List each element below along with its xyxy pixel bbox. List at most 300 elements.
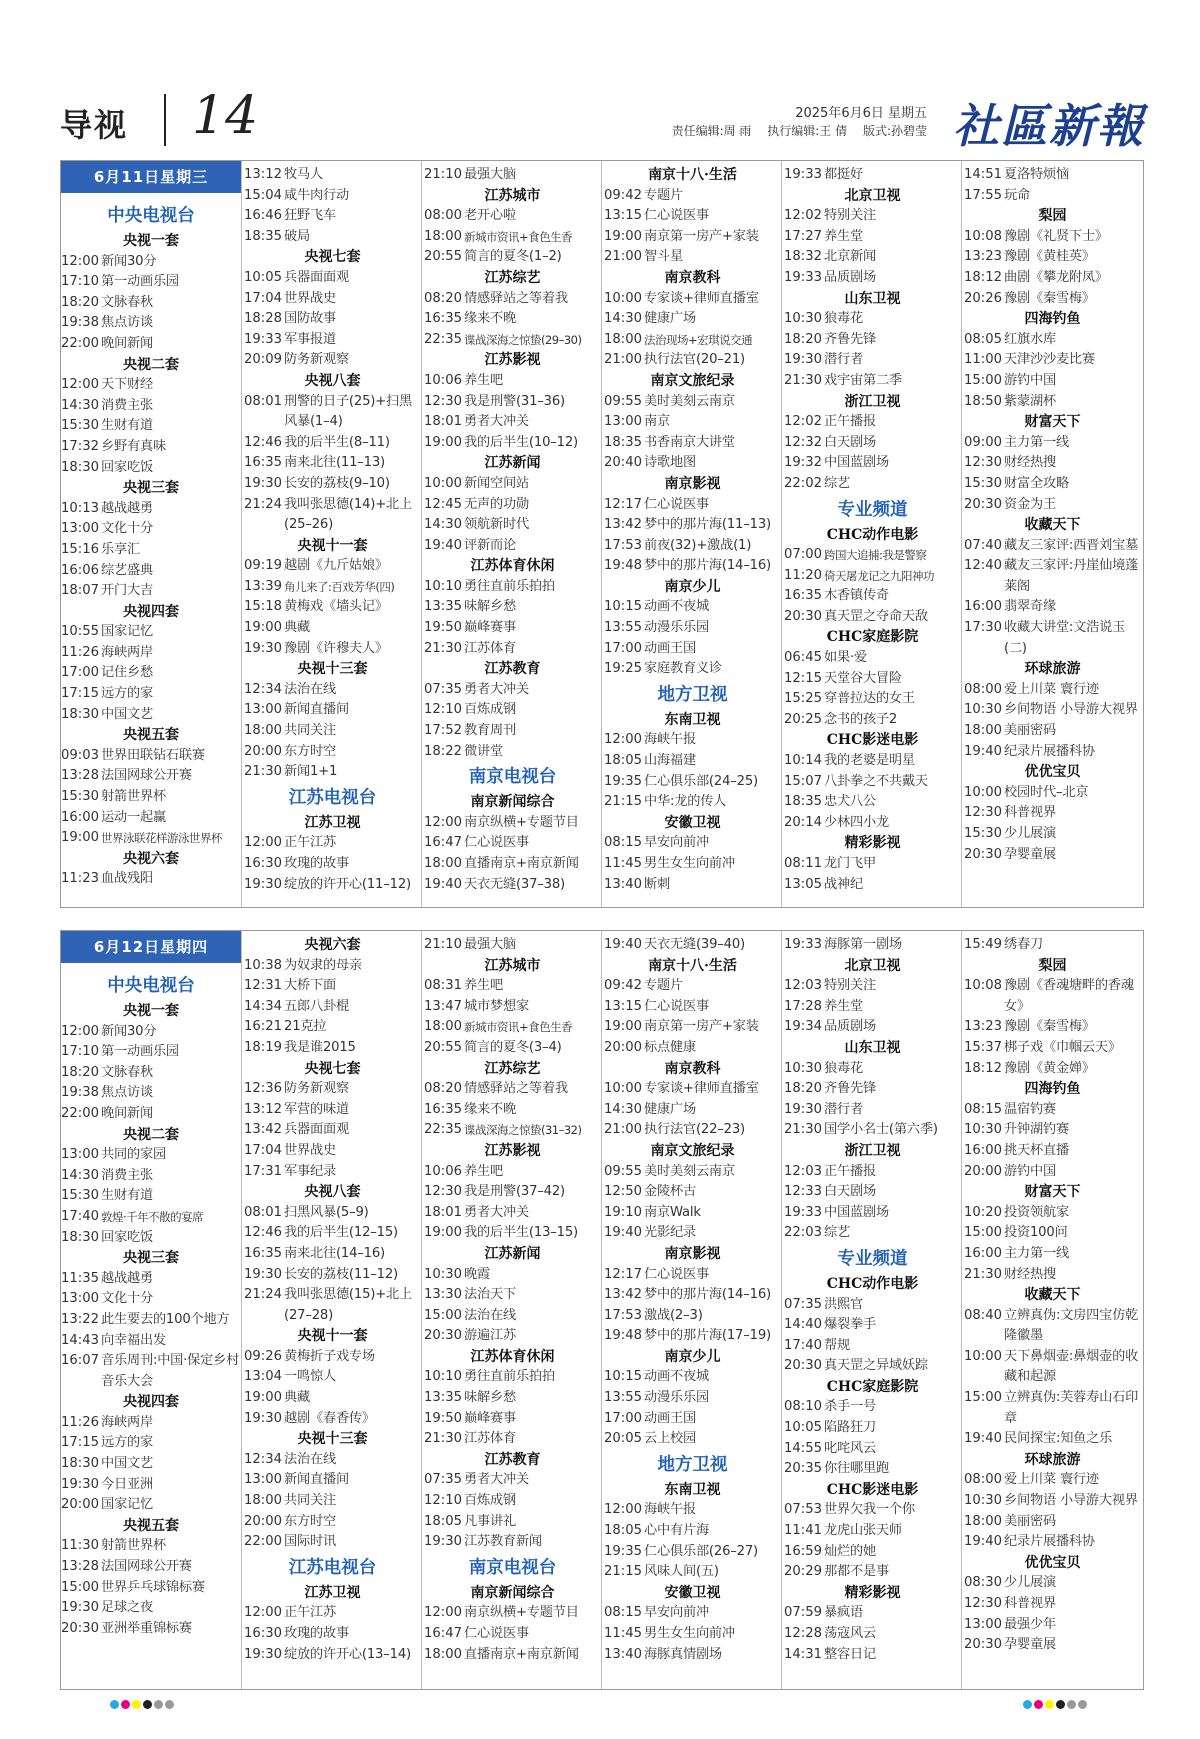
program-title: 那都不是事 — [824, 1564, 889, 1580]
program-time: 20:09 — [244, 352, 283, 368]
program-title: 天衣无缝(37–38) — [464, 876, 565, 892]
program-row — [424, 1491, 601, 1512]
program-time: 16:46 — [244, 208, 283, 224]
program-row — [244, 1367, 421, 1388]
program-title: 海豚第一剧场 — [824, 937, 902, 952]
program-row — [244, 495, 421, 536]
program-row — [784, 1645, 961, 1666]
program-row — [244, 1491, 421, 1512]
program-row — [424, 1512, 601, 1533]
program-time: 20:25 — [784, 711, 823, 727]
program-row — [424, 1429, 601, 1450]
channel-heading: CHC家庭影院 — [826, 629, 919, 646]
program-row — [424, 1162, 601, 1183]
program-time: 21:30 — [424, 1431, 463, 1447]
program-time: 09:26 — [244, 1348, 283, 1364]
program-title: 谍战深海之惊蛰(31–32) — [464, 1123, 582, 1138]
program-title: 南京纵横+专题节目 — [464, 814, 579, 830]
program-time: 11:41 — [784, 1523, 823, 1539]
program-row — [424, 515, 601, 536]
program-row — [964, 803, 1141, 824]
program-row — [244, 309, 421, 330]
program-time: 20:00 — [244, 1513, 283, 1529]
channel-heading: 南京十八·生活 — [648, 167, 737, 183]
schedule-column — [601, 931, 781, 1689]
program-time: 16:00 — [964, 1142, 1003, 1158]
schedule-column — [421, 161, 601, 907]
schedule-column — [781, 161, 961, 907]
program-row — [424, 165, 601, 186]
program-time: 21:30 — [964, 1266, 1003, 1282]
program-title: 专题片 — [644, 187, 683, 203]
program-row — [604, 515, 781, 536]
program-title: 男生女生向前冲 — [644, 856, 735, 871]
program-title: 东方时空 — [284, 1513, 336, 1529]
channel-heading: 央视一套 — [123, 1003, 179, 1019]
program-title: 领航新时代 — [464, 517, 529, 533]
program-title: 养生堂 — [824, 998, 863, 1014]
program-time: 13:35 — [424, 1390, 463, 1406]
program-title: 梦中的那片海(17–19) — [644, 1328, 771, 1344]
program-time: 08:10 — [784, 1399, 823, 1415]
program-time: 12:00 — [244, 835, 283, 851]
program-title: 执行法官(20–21) — [644, 352, 745, 368]
program-title: 越战越勇 — [101, 1270, 153, 1286]
program-row — [424, 639, 601, 660]
channel-heading: 东南卫视 — [664, 1481, 721, 1498]
program-row — [61, 1475, 241, 1496]
channel-heading: 梨园 — [1038, 208, 1067, 225]
program-time: 18:00 — [424, 1646, 463, 1662]
program-time: 15:07 — [784, 773, 823, 789]
program-title: 执行法官(22–23) — [644, 1122, 745, 1138]
program-row — [604, 1162, 781, 1183]
program-row — [784, 976, 961, 997]
channel-heading: 央视四套 — [123, 603, 179, 620]
program-time: 16:00 — [964, 1245, 1003, 1261]
program-title: 财富全攻略 — [1004, 475, 1069, 491]
program-time: 11:23 — [61, 871, 100, 887]
program-row — [424, 618, 601, 639]
program-row — [964, 1203, 1141, 1224]
program-time: 13:55 — [604, 1390, 643, 1406]
program-row — [424, 976, 601, 997]
register-dot — [1023, 1700, 1032, 1709]
program-title: 潜行者 — [824, 1101, 863, 1117]
program-time: 12:36 — [244, 1081, 283, 1097]
program-row — [244, 997, 421, 1018]
program-title: 仁心说医事 — [644, 496, 709, 512]
program-time: 09:55 — [604, 1163, 643, 1179]
program-title: 仁心说医事 — [644, 998, 709, 1014]
program-title: 刑警的日子(25)+扫黑风暴(1–4) — [284, 393, 413, 430]
program-time: 19:00 — [604, 228, 643, 244]
program-time: 17:27 — [784, 228, 823, 244]
program-row — [964, 1491, 1141, 1512]
program-time: 12:30 — [964, 1596, 1003, 1611]
program-title: 共同关注 — [284, 723, 336, 739]
program-title: 玩命 — [1004, 187, 1030, 203]
program-title: 动画王国 — [644, 1410, 696, 1426]
program-row — [604, 1285, 781, 1306]
program-time: 19:33 — [784, 167, 823, 182]
program-title: 孕婴童展 — [1004, 846, 1056, 862]
program-row — [61, 396, 241, 417]
program-row — [604, 1542, 781, 1563]
program-title: 藏友三家评:丹崖仙境蓬莱阁 — [1004, 558, 1139, 594]
program-time: 17:00 — [604, 1410, 643, 1426]
program-time: 19:40 — [424, 537, 463, 553]
channel-heading: 财富天下 — [1024, 1184, 1081, 1201]
program-row — [964, 1512, 1141, 1533]
program-title: 回家吃饭 — [101, 1229, 153, 1245]
network-heading: 江苏电视台 — [288, 787, 377, 808]
program-row — [244, 268, 421, 289]
program-title: 海峡午报 — [644, 732, 696, 748]
program-time: 08:00 — [424, 208, 463, 224]
program-title: 晚间新闻 — [101, 335, 153, 351]
program-title: 味解乡愁 — [464, 599, 516, 615]
program-row — [424, 1100, 601, 1121]
program-title: 跨国大追捕:我是警察 — [824, 548, 927, 563]
program-title: 今日亚洲 — [101, 1476, 153, 1492]
program-title: 记住乡愁 — [101, 665, 153, 681]
program-title: 世界战史 — [284, 290, 336, 306]
program-time: 16:35 — [244, 455, 283, 471]
channel-heading: 环球旅游 — [1024, 661, 1081, 678]
channel-heading: CHC影迷电影 — [826, 732, 919, 749]
register-dot — [143, 1700, 152, 1709]
channel-heading: 东南卫视 — [664, 711, 721, 728]
program-title: 文脉春秋 — [101, 1064, 153, 1080]
program-title: 缘来不晚 — [464, 1101, 516, 1117]
program-row — [244, 597, 421, 618]
channel-heading: 精彩影视 — [844, 835, 901, 852]
program-time: 10:15 — [604, 1369, 643, 1385]
program-time: 10:38 — [244, 957, 283, 973]
program-row — [424, 1203, 601, 1224]
program-row — [424, 289, 601, 310]
program-title: 游遍江苏 — [464, 1328, 516, 1344]
program-time: 15:30 — [964, 826, 1003, 841]
program-row — [604, 1100, 781, 1121]
program-title: 世界欠我一个你 — [824, 1502, 915, 1518]
program-row — [424, 495, 601, 516]
program-title: 绽放的许开心(11–12) — [284, 876, 411, 892]
program-row — [244, 474, 421, 495]
program-time: 19:25 — [604, 661, 643, 677]
program-row — [784, 1603, 961, 1624]
program-time: 16:59 — [784, 1543, 823, 1559]
program-title: 焦点访谈 — [101, 315, 153, 331]
program-row — [424, 1038, 601, 1059]
program-time: 19:38 — [61, 1085, 100, 1101]
register-dot — [154, 1700, 163, 1709]
program-title: 世界战史 — [284, 1142, 336, 1158]
program-row — [424, 412, 601, 433]
program-time: 19:50 — [424, 1410, 463, 1426]
program-time: 19:33 — [784, 269, 823, 285]
program-title: 戏宇宙第二季 — [824, 372, 902, 388]
program-title: 缘来不晚 — [464, 311, 516, 327]
program-row — [61, 1104, 241, 1125]
program-time: 19:40 — [964, 1431, 1003, 1447]
program-row — [424, 1603, 601, 1624]
program-row — [784, 165, 961, 186]
program-time: 19:35 — [604, 1543, 643, 1559]
register-dot — [132, 1700, 141, 1709]
program-title: 中国文艺 — [101, 706, 153, 722]
program-row — [244, 1100, 421, 1121]
program-time: 17:32 — [61, 438, 100, 454]
program-title: 财经热搜 — [1004, 455, 1056, 471]
register-dot — [1056, 1700, 1065, 1709]
program-row — [784, 227, 961, 248]
channel-heading: 收藏天下 — [1024, 517, 1081, 534]
program-row — [784, 1295, 961, 1316]
program-row — [964, 1059, 1141, 1080]
program-row — [964, 1594, 1141, 1615]
program-title: 法国网球公开赛 — [101, 1559, 192, 1575]
program-row — [244, 1141, 421, 1162]
program-time: 15:00 — [424, 1307, 463, 1323]
program-row — [784, 997, 961, 1018]
program-row — [784, 453, 961, 474]
program-title: 此生要去的100个地方 — [101, 1311, 230, 1327]
program-title: 越剧《春香传》 — [284, 1410, 375, 1426]
program-title: 防务新观察 — [284, 352, 349, 368]
program-time: 18:12 — [964, 269, 1003, 285]
program-time: 12:03 — [784, 1163, 823, 1179]
program-row — [244, 700, 421, 721]
program-row — [61, 1433, 241, 1454]
program-title: 梦中的那片海(14–16) — [644, 1287, 771, 1303]
program-row — [244, 1244, 421, 1265]
program-row — [784, 875, 961, 896]
program-row — [61, 458, 241, 479]
program-time: 13:40 — [604, 876, 643, 892]
program-time: 20:30 — [784, 608, 823, 624]
program-title: 暴疯语 — [824, 1605, 863, 1621]
program-title: 特别关注 — [824, 978, 876, 994]
program-title: 我的老婆是明星 — [824, 753, 915, 769]
program-row — [784, 206, 961, 227]
program-time: 12:17 — [604, 1266, 643, 1282]
program-title: 挑天杯直播 — [1004, 1142, 1069, 1158]
program-time: 11:30 — [61, 1538, 100, 1554]
program-time: 13:28 — [61, 768, 100, 784]
program-row — [604, 1645, 781, 1666]
program-row — [61, 705, 241, 726]
program-time: 09:42 — [604, 978, 643, 994]
program-row — [61, 334, 241, 355]
channel-heading: 央视十一套 — [297, 537, 368, 554]
day-schedule-block — [60, 160, 1144, 908]
program-title: 天下鼻烟壶:鼻烟壶的收藏和起源 — [1004, 1348, 1139, 1385]
program-row — [964, 433, 1141, 454]
program-time: 19:40 — [604, 1225, 643, 1241]
program-time: 13:22 — [61, 1311, 100, 1327]
program-time: 19:30 — [424, 1534, 463, 1550]
program-row — [61, 313, 241, 334]
program-title: 曲剧《攀龙附凤》 — [1004, 269, 1108, 285]
program-time: 19:48 — [604, 558, 643, 574]
channel-heading: 四海钓鱼 — [1024, 311, 1081, 328]
program-title: 越战越勇 — [101, 500, 153, 516]
program-title: 游钓中国 — [1004, 372, 1056, 388]
program-title: 越剧《九斤姑娘》 — [284, 558, 388, 574]
program-time: 16:35 — [424, 1101, 463, 1117]
program-row — [604, 1562, 781, 1583]
program-title: 国学小名士(第六季) — [824, 1122, 938, 1138]
program-title: 晚间新闻 — [101, 1105, 153, 1121]
program-title: 新闻30分 — [101, 253, 157, 269]
program-title: 中国文艺 — [101, 1456, 153, 1472]
program-row — [604, 1120, 781, 1141]
channel-heading: 南京教科 — [664, 269, 721, 286]
program-row — [784, 1203, 961, 1224]
program-title: 勇者大冲关 — [464, 414, 529, 430]
program-title: 远方的家 — [101, 1435, 153, 1451]
program-row — [964, 1100, 1141, 1121]
channel-heading: 优优宝贝 — [1024, 1554, 1081, 1571]
program-title: 无声的功勋 — [464, 496, 529, 512]
program-row — [604, 730, 781, 751]
program-title: 乡间物语 小导游大视界 — [1004, 1493, 1138, 1509]
program-row — [964, 556, 1141, 597]
program-title: 真天罡之异域妖踪 — [824, 1358, 928, 1374]
program-time: 10:30 — [424, 1266, 463, 1282]
program-title: 扫黑风暴(5–9) — [284, 1204, 369, 1220]
program-title: 书香南京大讲堂 — [644, 434, 735, 450]
program-row — [424, 997, 601, 1018]
program-row — [784, 792, 961, 813]
program-title: 勇者大冲关 — [464, 1472, 529, 1488]
program-title: 主力第一线 — [1004, 1245, 1069, 1261]
program-row — [244, 433, 421, 454]
program-title: 美丽密码 — [1004, 1513, 1056, 1529]
schedule-column — [421, 931, 601, 1689]
program-time: 16:21 — [244, 1019, 283, 1035]
program-time: 19:00 — [61, 830, 100, 846]
program-time: 19:00 — [424, 434, 463, 450]
program-time: 12:30 — [964, 455, 1003, 471]
program-row — [784, 710, 961, 731]
program-row — [61, 1207, 241, 1228]
program-time: 08:05 — [964, 331, 1003, 347]
program-time: 07:35 — [784, 1296, 823, 1312]
program-time: 17:52 — [424, 723, 463, 739]
program-time: 08:00 — [964, 681, 1003, 697]
program-row — [424, 577, 601, 598]
program-row — [61, 1557, 241, 1578]
program-time: 15:16 — [61, 541, 100, 557]
program-time: 18:20 — [784, 331, 823, 347]
program-row — [604, 289, 781, 310]
program-title: 生财有道 — [101, 1188, 153, 1204]
program-title: 我的后半生(12–15) — [284, 1225, 398, 1241]
program-title: 养生吧 — [464, 372, 503, 388]
program-title: 绽放的许开心(13–14) — [284, 1646, 411, 1662]
program-time: 12:30 — [424, 1184, 463, 1200]
program-time: 19:30 — [784, 1101, 823, 1117]
program-time: 22:03 — [784, 1225, 823, 1241]
program-time: 10:00 — [604, 1081, 643, 1097]
program-title: 美时美刻云南京 — [644, 393, 735, 409]
program-title: 真天罡之夺命天敌 — [824, 608, 928, 624]
program-time: 17:55 — [964, 187, 1003, 203]
program-title: 都挺好 — [824, 167, 863, 182]
program-row — [244, 1038, 421, 1059]
register-dot — [165, 1700, 174, 1709]
program-title: 直播南京+南京新闻 — [464, 1646, 579, 1662]
program-title: 龙门飞甲 — [824, 856, 876, 871]
program-title: 评新而论 — [464, 537, 516, 553]
program-title: 立辨真伪:芙蓉寿山石印章 — [1004, 1390, 1139, 1426]
program-row — [61, 808, 241, 829]
program-row — [244, 762, 421, 783]
program-time: 11:26 — [61, 644, 100, 660]
program-title: 中国蓝剧场 — [824, 455, 889, 471]
program-title: 豫剧《香魂塘畔的香魂女》 — [1004, 978, 1134, 1014]
program-title: 开门大吉 — [101, 583, 153, 599]
program-row — [424, 1223, 601, 1244]
channel-heading: 南京影视 — [664, 1245, 721, 1262]
program-title: 玫瑰的故事 — [284, 1626, 349, 1641]
channel-heading: 南京影视 — [664, 475, 721, 492]
program-time: 12:10 — [424, 1493, 463, 1509]
channel-heading: 江苏卫视 — [304, 814, 361, 831]
program-title: 动画不夜城 — [644, 599, 709, 615]
editor-credits — [660, 122, 927, 139]
program-time: 21:10 — [424, 167, 463, 182]
program-title: 消费主张 — [101, 397, 153, 413]
program-row — [604, 935, 781, 956]
program-time: 17:10 — [61, 274, 100, 290]
program-row — [244, 1645, 421, 1666]
program-time: 19:38 — [61, 315, 100, 331]
program-row — [61, 1186, 241, 1207]
program-row — [61, 437, 241, 458]
program-title: 远方的家 — [101, 686, 153, 702]
program-row — [61, 622, 241, 643]
program-time: 12:02 — [784, 414, 823, 430]
register-dot — [1045, 1700, 1054, 1709]
program-time: 10:00 — [964, 784, 1003, 800]
channel-heading: CHC动作电影 — [826, 526, 919, 543]
program-time: 19:35 — [604, 773, 643, 789]
program-time: 12:34 — [244, 681, 283, 697]
program-title: 第一动画乐园 — [101, 274, 179, 290]
program-time: 14:30 — [604, 311, 643, 327]
program-time: 13:15 — [604, 208, 643, 224]
program-title: 城市梦想家 — [464, 998, 529, 1014]
program-title: 老开心啦 — [464, 208, 516, 224]
program-time: 21:00 — [604, 1122, 643, 1138]
program-title: 法治在线 — [464, 1307, 516, 1323]
program-title: 少林四小龙 — [824, 814, 889, 830]
program-row — [244, 1347, 421, 1368]
program-title: 中国蓝剧场 — [824, 1204, 889, 1220]
program-title: 新闻直播间 — [284, 702, 349, 718]
program-row — [244, 392, 421, 433]
program-row — [244, 1512, 421, 1533]
program-title: 海峡午报 — [644, 1502, 696, 1518]
program-time: 21:24 — [244, 496, 283, 512]
program-row — [784, 1223, 961, 1244]
program-row — [244, 227, 421, 248]
color-register-marks-left — [110, 1700, 174, 1709]
